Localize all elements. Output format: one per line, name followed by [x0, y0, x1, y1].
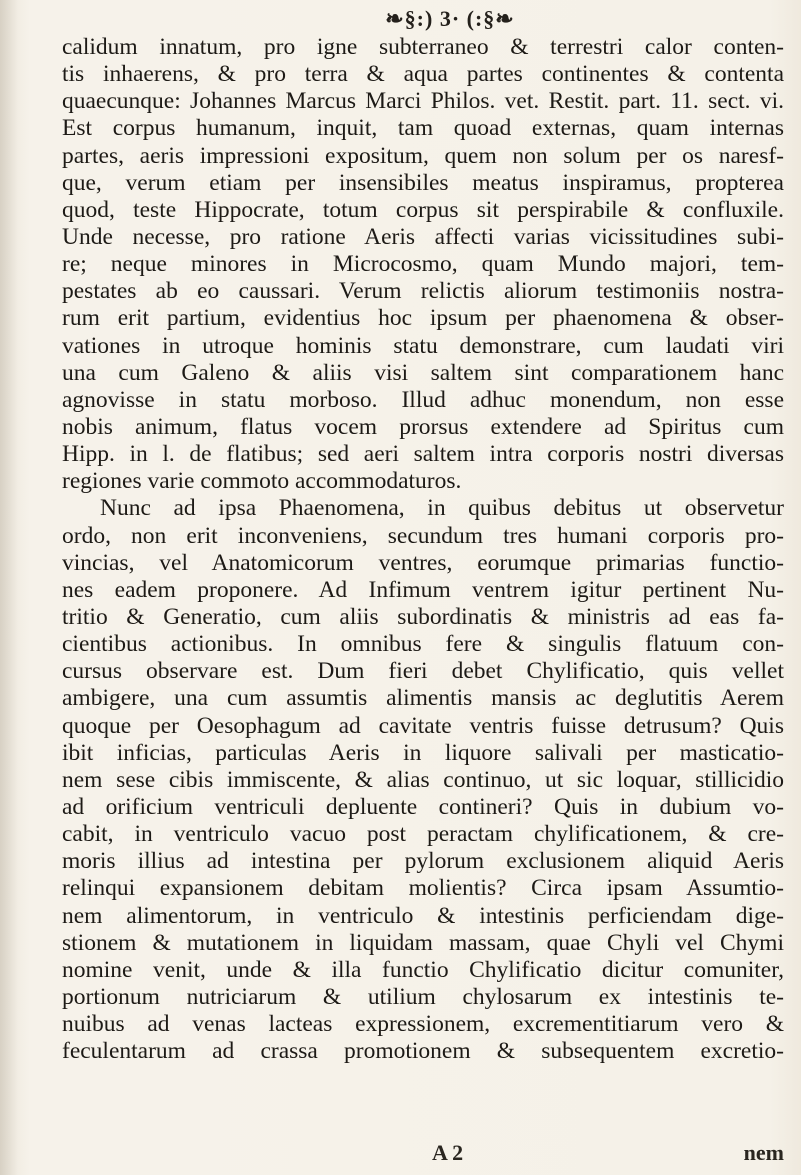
text-line: quod, teste Hippocrate, totum corpus sit perspirabile & confluxile. [62, 196, 784, 223]
text-line: rum erit partium, evidentius hoc ipsum per phaenomena & obser- [62, 305, 784, 332]
text-line-paragraph-start: Nunc ad ipsa Phaenomena, in quibus debitus ut observetur [100, 495, 784, 522]
text-line: portionum nutriciarum & utilium chylosarum ex intestinis te- [62, 983, 784, 1010]
text-line: vincias, vel Anatomicorum ventres, eorumque primarias functio- [62, 549, 784, 576]
text-line: Hipp. in l. de flatibus; sed aeri saltem intra corporis nostri diversas [62, 441, 784, 468]
text-line: nuibus ad venas lacteas expressionem, excrementitiarum vero & [62, 1011, 784, 1038]
text-line: partes, aeris impressioni expositum, quem non solum per os naresf- [62, 142, 784, 169]
page-header-ornament: ❧§:) 3· (:§❧ [385, 6, 515, 31]
text-line: re; neque minores in Microcosmo, quam Mundo majori, tem- [62, 251, 784, 278]
body-text [62, 34, 784, 1065]
text-line: tritio & Generatio, cum aliis subordinatis & ministris ad eas fa- [62, 603, 784, 630]
text-line: una cum Galeno & aliis visi saltem sint comparationem hanc [62, 359, 784, 386]
text-line: stionem & mutationem in liquidam massam, quae Chyli vel Chymi [62, 929, 784, 956]
signature-mark: A 2 [432, 1140, 464, 1165]
text-line: calidum innatum, pro igne subterraneo & terrestri calor conten- [62, 34, 784, 60]
text-line: cabit, in ventriculo vacuo post peractam chylificationem, & cre- [62, 821, 784, 848]
text-line: Est corpus humanum, inquit, tam quoad externas, quam internas [62, 115, 784, 142]
text-line: Unde necesse, pro ratione Aeris affecti varias vicissitudines subi- [62, 223, 784, 250]
text-line: ad orificium ventriculi depluente contineri? Quis in dubium vo- [62, 793, 784, 820]
text-line: nem sese cibis immiscente, & alias continuo, ut sic loquar, stillicidio [62, 766, 784, 793]
text-line-paragraph-end: regiones varie commoto accommodaturos. [62, 468, 462, 495]
text-line: ordo, non erit inconveniens, secundum tres humani corporis pro- [62, 522, 784, 549]
text-line: cientibus actionibus. In omnibus fere & singulis flatuum con- [62, 631, 784, 658]
text-line: feculentarum ad crassa promotionem & subsequentem excretio- [62, 1038, 784, 1065]
text-line: moris illius ad intestina per pylorum exclusionem aliquid Aeris [62, 848, 784, 875]
text-line: nobis animum, flatus vocem prorsus extendere ad Spiritus cum [62, 413, 784, 440]
text-line: que, verum etiam per insensibiles meatus inspiramus, propterea [62, 169, 784, 196]
text-line: cursus observare est. Dum fieri debet Chylificatio, quis vellet [62, 658, 784, 685]
text-line: quoque per Oesophagum ad cavitate ventris fuisse detrusum? Quis [62, 712, 784, 739]
text-line: ambigere, una cum assumtis alimentis mansis ac deglutitis Aerem [62, 685, 784, 712]
text-line: nes eadem proponere. Ad Infimum ventrem igitur pertinent Nu- [62, 576, 784, 603]
text-line: relinqui expansionem debitam molientis? Circa ipsam Assumtio- [62, 875, 784, 902]
text-line: quaecunque: Johannes Marcus Marci Philos. vet. Restit. part. 11. sect. vi. [62, 88, 784, 115]
text-line: tis inhaerens, & pro terra & aqua partes continentes & contenta [62, 61, 784, 88]
catchword: nem [743, 1140, 784, 1165]
page-footer [62, 1140, 784, 1170]
text-line: nomine venit, unde & illa functio Chylificatio dicitur comuniter, [62, 956, 784, 983]
text-line: pestates ab eo caussari. Verum relictis aliorum testimoniis nostra- [62, 278, 784, 305]
text-line: ibit inficias, particulas Aeris in liquore salivali per masticatio- [62, 739, 784, 766]
page-gutter-shadow [0, 0, 18, 1175]
text-line: nem alimentorum, in ventriculo & intestinis perficiendam dige- [62, 902, 784, 929]
text-line: vationes in utroque hominis statu demonstrare, cum laudati viri [62, 332, 784, 359]
text-line: agnovisse in statu morboso. Illud adhuc monendum, non esse [62, 386, 784, 413]
